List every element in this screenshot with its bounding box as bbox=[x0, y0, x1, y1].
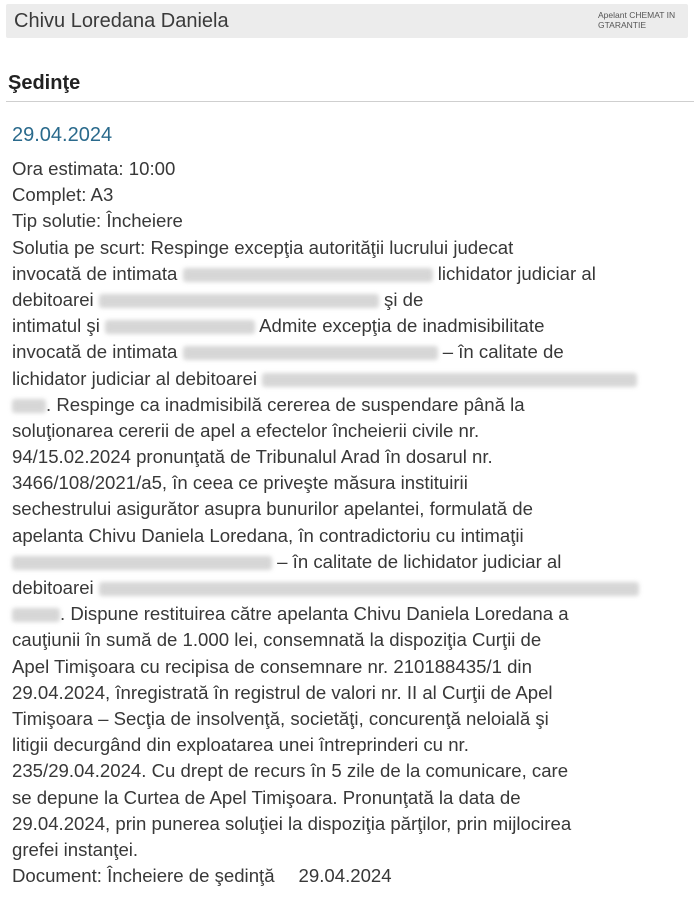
detail-line bbox=[12, 339, 692, 365]
detail-line: Complet: A3 bbox=[12, 184, 114, 206]
party-name: Chivu Loredana Daniela bbox=[14, 10, 229, 32]
detail-text: . Dispune restituirea către apelanta Chivu Daniela Loredana a bbox=[60, 603, 569, 625]
redacted-text bbox=[105, 320, 255, 334]
detail-line: 3466/108/2021/a5, în ceea ce priveşte măsura instituirii bbox=[12, 472, 468, 494]
document-date: 29.04.2024 bbox=[298, 865, 392, 887]
detail-line bbox=[12, 287, 692, 313]
detail-text: . Respinge ca inadmisibilă cererea de suspendare până la bbox=[46, 393, 525, 415]
detail-line: Apel Timişoara cu recipisa de consemnare nr. 210188435/1 din bbox=[12, 655, 532, 677]
detail-text: – în calitate de bbox=[442, 341, 564, 363]
detail-text: Admite excepţia de inadmisibilitate bbox=[259, 315, 545, 337]
redacted-text bbox=[183, 346, 438, 360]
detail-line: 94/15.02.2024 pronunţată de Tribunalul Arad în dosarul nr. bbox=[12, 446, 493, 468]
detail-text: debitoarei bbox=[12, 288, 94, 310]
detail-line bbox=[12, 366, 692, 392]
hearing-date[interactable]: 29.04.2024 bbox=[12, 124, 113, 146]
detail-text: debitoarei bbox=[12, 577, 94, 598]
redacted-text bbox=[12, 608, 60, 622]
detail-line bbox=[12, 549, 692, 575]
party-role-line1: Apelant CHEMAT IN bbox=[598, 10, 676, 20]
detail-line: 235/29.04.2024. Cu drept de recurs în 5 zile de la comunicare, care bbox=[12, 760, 569, 782]
detail-line: Tip solutie: Încheiere bbox=[12, 210, 183, 232]
detail-text: lichidator judiciar al debitoarei bbox=[12, 367, 257, 389]
redacted-text bbox=[99, 294, 379, 308]
detail-text: intimatul şi bbox=[12, 315, 100, 337]
detail-line bbox=[12, 601, 692, 627]
detail-line bbox=[12, 575, 692, 601]
detail-line bbox=[12, 313, 692, 339]
section-title: Şedinţe bbox=[8, 72, 81, 94]
detail-text: – în calitate de lichidator judiciar al bbox=[277, 550, 562, 572]
detail-line: Ora estimata: 10:00 bbox=[12, 158, 176, 179]
detail-line: litigii decurgând din exploatarea unei întreprinderi cu nr. bbox=[12, 734, 469, 756]
hearing-details bbox=[12, 156, 692, 889]
party-role-line2: GTARANTIE bbox=[598, 20, 647, 30]
party-row[interactable] bbox=[6, 4, 688, 38]
document-line[interactable] bbox=[12, 863, 692, 889]
section-divider bbox=[6, 101, 694, 102]
detail-line: 29.04.2024, prin punerea soluţiei la dispoziţia părţilor, prin mijlocirea bbox=[12, 812, 572, 834]
detail-line: apelanta Chivu Daniela Loredana, în contradictoriu cu intimaţii bbox=[12, 524, 524, 546]
detail-line: se depune la Curtea de Apel Timişoara. Pronunţată la data de bbox=[12, 786, 521, 808]
detail-line: Timişoara – Secţia de insolvenţă, societăţi, concurenţă neloială şi bbox=[12, 707, 549, 729]
detail-line: 29.04.2024, înregistrată în registrul de valori nr. II al Curţii de Apel bbox=[12, 681, 553, 703]
detail-text: invocată de intimata bbox=[12, 262, 178, 284]
detail-line: cauţiunii în sumă de 1.000 lei, consemnată la dispoziţia Curţii de bbox=[12, 629, 542, 651]
detail-text: şi de bbox=[384, 288, 424, 310]
redacted-text bbox=[99, 582, 639, 596]
detail-line: grefei instanţei. bbox=[12, 838, 139, 860]
detail-line bbox=[12, 261, 692, 287]
redacted-text bbox=[12, 399, 46, 413]
detail-text: invocată de intimata bbox=[12, 341, 178, 363]
party-role bbox=[598, 10, 693, 30]
redacted-text bbox=[183, 268, 433, 282]
detail-line: soluţionarea cererii de apel a efectelor încheierii civile nr. bbox=[12, 419, 480, 441]
redacted-text bbox=[262, 373, 637, 387]
document-label[interactable]: Document: Încheiere de şedinţă bbox=[12, 865, 275, 887]
detail-line: Solutia pe scurt: Respinge excepţia autorităţii lucrului judecat bbox=[12, 236, 514, 258]
redacted-text bbox=[12, 556, 272, 570]
detail-line: sechestrului asigurător asupra bunurilor apelantei, formulată de bbox=[12, 498, 533, 520]
detail-line bbox=[12, 392, 692, 418]
detail-text: lichidator judiciar al bbox=[437, 262, 596, 284]
